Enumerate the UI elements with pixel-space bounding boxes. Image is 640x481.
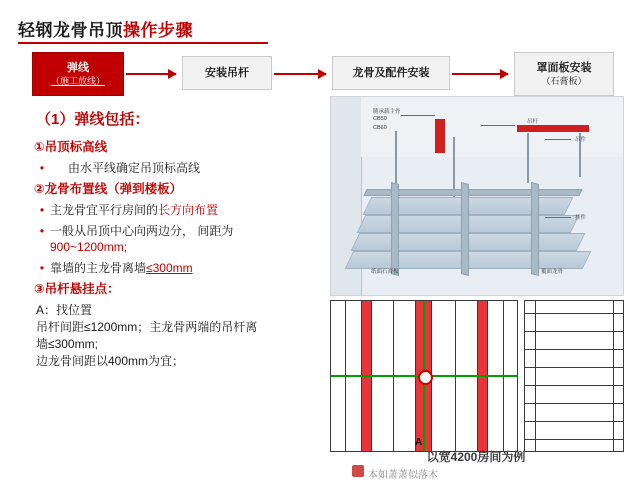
list-item	[34, 181, 324, 197]
label-furring-runner: 覆面龙骨	[541, 269, 564, 275]
bullet-icon: •	[39, 203, 45, 217]
flow-step-2-label: 安装吊杆	[205, 67, 249, 79]
item-2-detail-1: 主龙骨宜平行房间的长方向布置	[50, 203, 219, 217]
plan-drawing-right	[524, 300, 624, 452]
flow-arrow-3	[452, 73, 508, 75]
grid-line	[613, 301, 614, 451]
flow-step-1	[32, 52, 124, 96]
item-3-line-4: 边龙骨间距以400mm为宜；	[36, 354, 185, 368]
watermark-logo-icon	[352, 465, 364, 477]
grid-line	[525, 367, 623, 368]
label-cb60: CB60	[373, 125, 387, 131]
grid-line	[525, 331, 623, 332]
grid-line	[525, 349, 623, 350]
title-part-2: 操作步骤	[123, 21, 193, 40]
list-item	[34, 281, 324, 297]
flow-step-1-label: 弹线	[67, 61, 89, 74]
item-2-label: ②龙骨布置线（弹到楼板）	[34, 182, 183, 196]
leader-line	[481, 125, 515, 126]
title-part-1: 轻钢龙骨吊顶	[18, 21, 123, 40]
leader-line	[401, 115, 435, 116]
leader-line	[545, 139, 571, 140]
bullet-icon: •	[39, 261, 45, 275]
label-clip: 挂件	[575, 215, 587, 221]
section-mark-a: A	[415, 437, 423, 448]
grid-line	[525, 439, 623, 440]
flow-step-4-sublabel: （石膏板）	[541, 75, 587, 86]
list-item	[34, 160, 324, 176]
hanger-point-marker	[418, 370, 433, 385]
watermark-credit: 本如萧萧似落木	[368, 470, 438, 481]
list-item	[34, 139, 324, 155]
flow-step-1-sublabel: （施工放线）	[50, 75, 105, 86]
process-flow	[22, 52, 622, 98]
grid-line	[525, 385, 623, 386]
label-load-bearing-runner: 随承载主骨	[373, 109, 401, 115]
label-cb50: CB50	[373, 116, 387, 122]
flow-step-3	[332, 56, 450, 90]
grid-line	[525, 313, 623, 314]
item-3-line-3: 墙≤300mm;	[36, 337, 98, 351]
item-2-detail-2: 一般从吊顶中心向两边分， 间距为 900~1200mm;	[50, 224, 234, 254]
instruction-heading: （1）弹线包括：	[36, 111, 150, 128]
hanger-marker-2	[517, 125, 589, 132]
cross-runner	[391, 182, 399, 276]
list-item	[34, 223, 324, 255]
plan-drawing-left	[330, 300, 518, 452]
instruction-list	[34, 108, 324, 370]
label-hanger-piece: 吊件	[575, 137, 587, 143]
item-1-detail: 由水平线确定吊顶标高线	[68, 161, 201, 175]
flow-arrow-2	[274, 73, 326, 75]
flow-step-4	[514, 52, 614, 96]
hanger-marker-1	[435, 119, 445, 153]
grid-line	[525, 403, 623, 404]
leader-line	[545, 217, 571, 218]
list-item	[34, 260, 324, 276]
caption-text: 以宽4200房间为例	[426, 450, 526, 464]
item-3-label: ③吊杆悬挂点：	[34, 282, 120, 296]
ceiling-isometric-illustration	[330, 96, 624, 296]
title-underline	[18, 42, 268, 44]
label-hanger-rod: 吊杆	[527, 119, 539, 125]
bullet-icon: •	[39, 224, 45, 238]
grid-line	[535, 301, 536, 451]
label-gypsum-board: 纸面石膏板	[371, 269, 399, 275]
item-3-line-1: A：找位置	[36, 303, 93, 317]
flow-arrow-1	[126, 73, 176, 75]
flow-step-2	[182, 56, 272, 90]
item-2-detail-3: 靠墙的主龙骨离墙≤300mm	[50, 261, 193, 275]
page-title	[18, 16, 622, 41]
flow-step-3-label: 龙骨及配件安装	[352, 67, 430, 79]
bullet-icon: •	[39, 161, 45, 175]
list-item	[34, 202, 324, 218]
cross-runner	[461, 182, 469, 276]
hanger-rod-3	[527, 133, 529, 183]
item-1-label: ①吊顶标高线	[34, 140, 108, 154]
item-3-line-2: 吊杆间距≤1200mm；主龙骨两端的吊杆离	[36, 320, 258, 334]
cross-runner	[531, 182, 539, 276]
flow-step-4-label: 罩面板安装	[536, 61, 592, 74]
grid-line	[525, 421, 623, 422]
